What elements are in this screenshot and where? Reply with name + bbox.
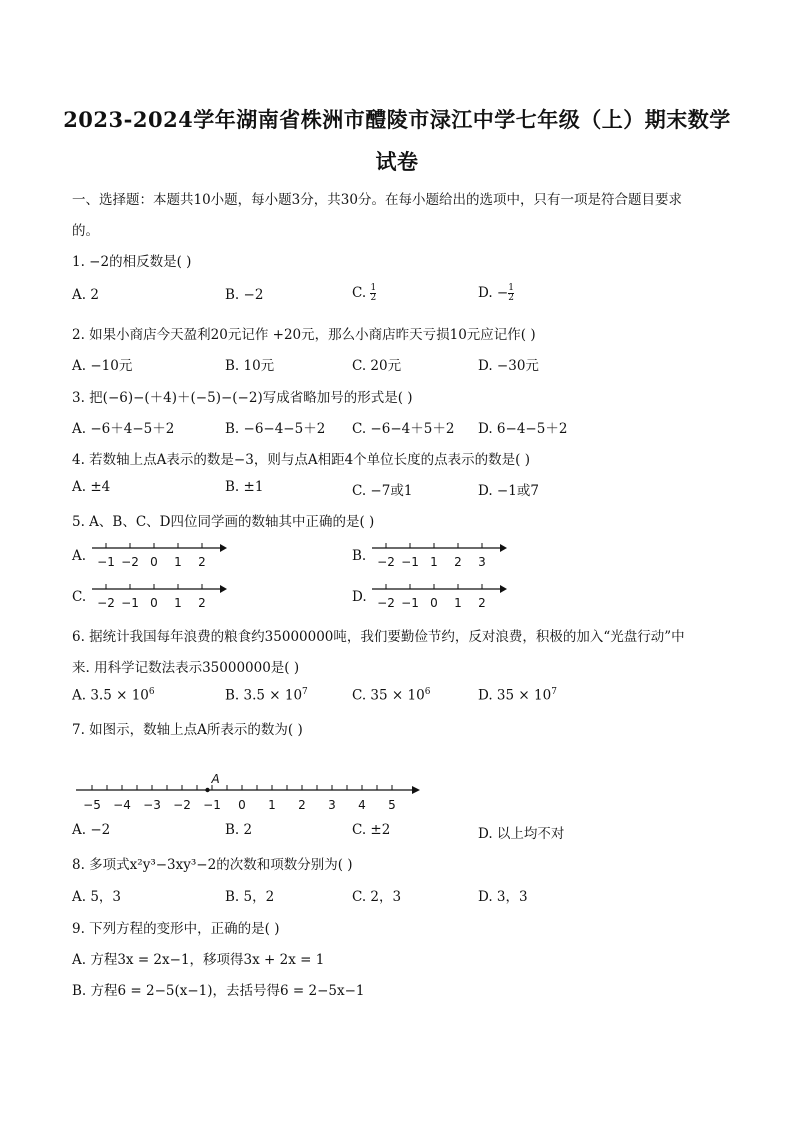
tick-label: −1 — [401, 555, 419, 569]
question-5-option-d-label: D. — [352, 589, 367, 605]
arrow-icon — [500, 585, 507, 593]
question-7-option-d: D. 以上均不对 — [478, 826, 565, 842]
question-8-option-d: D. 3，3 — [478, 889, 528, 905]
tick-label: 5 — [388, 798, 396, 812]
tick-label: −3 — [143, 798, 161, 812]
tick-label: 0 — [150, 596, 158, 610]
question-7-option-b: B. 2 — [225, 822, 253, 838]
question-7-stem: 7. 如图示，数轴上点A所表示的数为( ) — [72, 722, 303, 738]
question-5-option-b-label: B. — [352, 548, 367, 564]
tick-label: 4 — [358, 798, 366, 812]
arrow-icon — [220, 585, 227, 593]
tick-label: 0 — [150, 555, 158, 569]
question-5-option-c-label: C. — [72, 589, 87, 605]
number-line-option-b — [372, 540, 507, 572]
number-line-option-d — [372, 581, 507, 613]
tick-label: −2 — [97, 596, 115, 610]
fraction: $\frac{1}{2}$ — [508, 283, 514, 303]
tick-label: 0 — [430, 596, 438, 610]
tick-label: −1 — [121, 596, 139, 610]
fraction: $\frac{1}{2}$ — [370, 283, 377, 303]
question-9-stem: 9. 下列方程的变形中，正确的是( ) — [72, 921, 280, 937]
point-a-marker — [205, 788, 209, 792]
tick-label: 1 — [430, 555, 438, 569]
tick-label: 0 — [238, 798, 246, 812]
tick-label: 2 — [198, 596, 206, 610]
question-9-option-b: B. 方程6 = 2−5(x−1)，去括号得6 = 2−5x−1 — [72, 983, 365, 999]
tick-label: −1 — [401, 596, 419, 610]
question-4-option-d: D. −1或7 — [478, 483, 539, 499]
tick-label: −4 — [113, 798, 131, 812]
point-a-label: A — [211, 772, 220, 786]
number-line-option-c — [92, 581, 227, 613]
tick-label: −5 — [83, 798, 101, 812]
question-1-option-b: B. −2 — [225, 287, 264, 303]
number-line-svg — [92, 581, 227, 613]
question-2-option-d: D. −30元 — [478, 358, 539, 374]
question-7-option-a: A. −2 — [72, 822, 111, 838]
question-6-option-b: B. $3.5 \times 10^7$ — [225, 687, 308, 704]
question-4-option-b: B. ±1 — [225, 479, 264, 495]
number-line-option-a — [92, 540, 227, 572]
tick-label: 1 — [268, 798, 276, 812]
tick-label: −2 — [377, 555, 395, 569]
question-6-stem-continued: 来. 用科学记数法表示35000000是( ) — [72, 660, 300, 676]
question-8-stem: 8. 多项式x²y³−3xy³−2的次数和项数分别为( ) — [72, 857, 353, 873]
page-title: 2023-2024学年湖南省株洲市醴陵市渌江中学七年级（上）期末数学 — [63, 107, 731, 132]
question-7-option-c: C. ±2 — [352, 822, 391, 838]
question-4-option-c: C. −7或1 — [352, 483, 413, 499]
tick-label: 2 — [454, 555, 462, 569]
question-3-option-b: B. −6−4−5＋2 — [225, 421, 326, 437]
question-1-option-d: D. $-\frac{1}{2}$ — [478, 283, 514, 303]
tick-label: 1 — [174, 555, 182, 569]
number-line-question-7 — [72, 772, 432, 814]
question-1-stem: 1. −2的相反数是( ) — [72, 254, 192, 270]
tick-label: 2 — [478, 596, 486, 610]
question-8-option-c: C. 2，3 — [352, 889, 402, 905]
question-5-stem: 5. A、B、C、D四位同学画的数轴其中正确的是( ) — [72, 514, 375, 530]
question-6-option-c: C. $35 \times 10^6$ — [352, 687, 431, 704]
question-1-option-a: A. 2 — [72, 287, 99, 303]
number-line-svg — [72, 772, 432, 814]
question-2-option-c: C. 20元 — [352, 358, 402, 374]
page-title-continued: 试卷 — [375, 149, 419, 174]
question-4-stem: 4. 若数轴上点A表示的数是−3，则与点A相距4个单位长度的点表示的数是( ) — [72, 452, 530, 468]
section-heading-continued: 的。 — [72, 223, 99, 239]
question-3-option-c: C. −6−4＋5＋2 — [352, 421, 455, 437]
tick-label: 3 — [328, 798, 336, 812]
arrow-icon — [412, 786, 420, 794]
tick-label: 1 — [454, 596, 462, 610]
question-3-stem: 3. 把(−6)−(＋4)＋(−5)−(−2)写成省略加号的形式是( ) — [72, 390, 413, 406]
tick-label: 1 — [174, 596, 182, 610]
tick-label: 3 — [478, 555, 486, 569]
question-4-option-a: A. ±4 — [72, 479, 111, 495]
tick-label: 2 — [198, 555, 206, 569]
question-6-option-d: D. $35 \times 10^7$ — [478, 687, 557, 704]
question-3-option-a: A. −6＋4−5＋2 — [72, 421, 175, 437]
tick-label: −2 — [377, 596, 395, 610]
tick-label: −2 — [121, 555, 139, 569]
question-1-option-c: C. $\frac{1}{2}$ — [352, 283, 377, 303]
question-2-option-b: B. 10元 — [225, 358, 275, 374]
number-line-svg — [92, 540, 227, 572]
number-line-svg — [372, 540, 507, 572]
question-3-option-d: D. 6−4−5＋2 — [478, 421, 568, 437]
number-line-svg — [372, 581, 507, 613]
question-8-option-a: A. 5，3 — [72, 889, 122, 905]
question-6-option-a: A. $3.5 \times 10^6$ — [72, 687, 155, 704]
tick-label: −2 — [173, 798, 191, 812]
tick-label: −1 — [97, 555, 115, 569]
section-heading: 一、选择题：本题共10小题，每小题3分，共30分。在每小题给出的选项中，只有一项是符合题目要求 — [72, 192, 682, 208]
question-2-option-a: A. −10元 — [72, 358, 133, 374]
arrow-icon — [220, 544, 227, 552]
tick-label: 2 — [298, 798, 306, 812]
tick-label: −1 — [203, 798, 221, 812]
question-2-stem: 2. 如果小商店今天盈利20元记作 +20元，那么小商店昨天亏损10元应记作( ) — [72, 327, 536, 343]
question-6-stem: 6. 据统计我国每年浪费的粮食约35000000吨，我们要勤俭节约，反对浪费，积极的加入“光盘行动”中 — [72, 629, 685, 645]
arrow-icon — [500, 544, 507, 552]
question-5-option-a-label: A. — [72, 548, 87, 564]
question-8-option-b: B. 5，2 — [225, 889, 275, 905]
question-9-option-a: A. 方程3x = 2x−1，移项得3x + 2x = 1 — [72, 952, 325, 968]
